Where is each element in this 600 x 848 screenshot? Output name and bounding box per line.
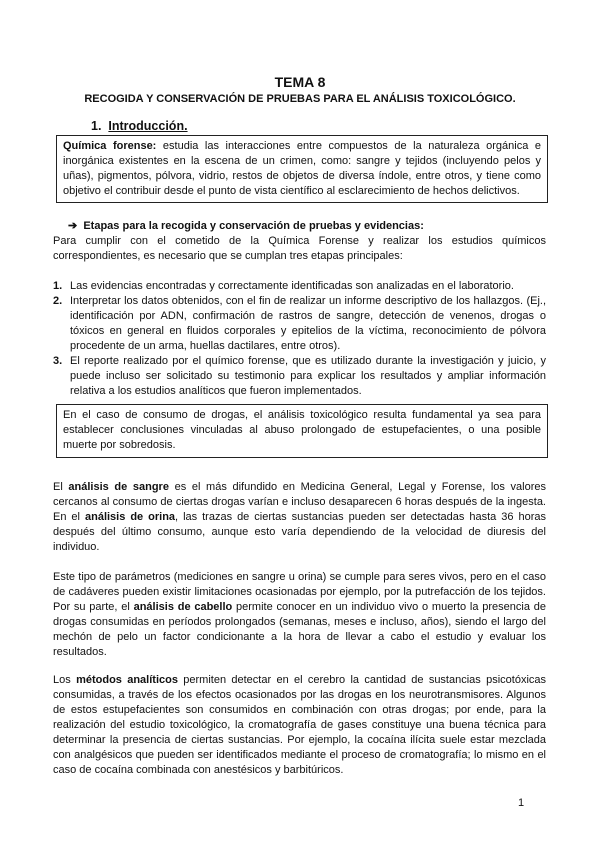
bold-term: métodos analíticos: [76, 674, 178, 686]
text: Este tipo de parámetros (mediciones en sangre u orina) se cumple para seres vivos, pero en el caso de cadáveres pueden existir limitaciones ocasionadas por ejemplo, por la putrefacción de los tejidos. Por su parte, el: [53, 571, 546, 613]
list-text: Las evidencias encontradas y correctamente identificadas son analizadas en el laboratorio.: [70, 280, 514, 292]
stages-heading-text: Etapas para la recogida y conservación de pruebas y evidencias:: [83, 220, 424, 232]
bold-term: análisis de cabello: [133, 601, 233, 613]
page-subtitle: RECOGIDA Y CONSERVACIÓN DE PRUEBAS PARA EL ANÁLISIS TOXICOLÓGICO.: [84, 93, 516, 105]
paragraph-hair-analysis: [53, 570, 546, 660]
section-heading-introduccion: [91, 119, 188, 133]
list-number: 3.: [53, 355, 63, 367]
text: El: [53, 481, 69, 493]
definition-text: estudia las interacciones entre compuestos de la naturaleza orgánica e inorgánica existentes en la escena de un crimen, como: sangre y tejidos (incluyendo pelos y uñas), pigmentos, pólvora, vidrio, restos de objetos de diversa índole, entre otros, y tiene como objetivo el contribuir desde el punto de vista científico al esclarecimiento de hechos delictivos.: [63, 140, 542, 197]
section-number: 1.: [91, 119, 102, 133]
text: permite conocer en un individuo vivo o muerto la presencia de drogas consumidas en períodos prolongados (semanas, meses e incluso, años), siendo el largo del mechón de pelo un factor condicionante a la hora de llevar a cabo el estudio y evaluar los resultados.: [53, 601, 546, 658]
list-text: Interpretar los datos obtenidos, con el fin de realizar un informe descriptivo de los hallazgos. (Ej., identificación por ADN, confirmación de rastros de sangre, detección de venenos, drogas o tóxicos en general en fluidos corporales y epitelios de la víctima, reconocimiento de pólvora procedente de un arma, huellas dactilares, entre otros).: [70, 295, 546, 352]
page-title: TEMA 8: [274, 74, 326, 90]
stages-heading: [68, 219, 424, 232]
text: , las trazas de ciertas sustancias pueden ser detectadas hasta 36 horas después del último consumo, aunque esto varía dependiendo de la velocidad de diuresis del individuo.: [53, 511, 546, 553]
list-item: [53, 279, 546, 294]
arrow-icon: ➔: [68, 220, 78, 232]
drug-consumption-box: En el caso de consumo de drogas, el análisis toxicológico resulta fundamental ya sea para establecer conclusiones vinculadas al abuso prolongado de estupefacientes, o una posible muerte por sobredosis.: [56, 404, 548, 458]
bold-term: análisis de orina: [84, 511, 176, 523]
definition-box: [56, 135, 548, 203]
definition-term: Química forense:: [63, 140, 157, 152]
stages-intro: Para cumplir con el cometido de la Química Forense y realizar los estudios químicos correspondientes, es necesario que se cumplan tres etapas principales:: [53, 235, 546, 262]
stages-list: [53, 279, 546, 399]
text: es el más difundido en Medicina General, Legal y Forense, los valores cercanos al consumo de ciertas drogas varían e incluso desaparecen 6 horas después de la ingesta. En el: [53, 481, 546, 523]
paragraph-blood-analysis: [53, 480, 546, 555]
list-number: 2.: [53, 295, 63, 307]
bold-term: análisis de sangre: [68, 481, 169, 493]
list-item: [53, 354, 546, 399]
text: Los: [53, 674, 77, 686]
section-label: Introducción.: [108, 119, 188, 133]
list-number: 1.: [53, 280, 63, 292]
text: permiten detectar en el cerebro la cantidad de sustancias psicotóxicas consumidas, a través de los efectos ocasionados por las drogas en los neurotransmisores. Algunos de estos estupefacientes son consumidos en combinación con otras drogas; por ende, para la realización del estudio toxicológico, la cromatografía de gases constituye una buena técnica para determinar la presencia de ciertas sustancias. Por ejemplo, la cocaína ilícita suele estar mezclada con analgésicos que pueden ser identificados mediante el proceso de cromatografía; lo mismo en el caso de cocaína combinada con anestésicos y barbitúricos.: [53, 674, 547, 776]
list-text: El reporte realizado por el químico forense, que es utilizado durante la investigación y juicio, y puede incluso ser solicitado su testimonio para explicar los resultados y ampliar información relativa a los estudios analíticos que fueron implementados.: [70, 355, 546, 397]
paragraph-analytical-methods: [53, 673, 546, 778]
page-number: 1: [518, 797, 525, 809]
list-item: [53, 294, 546, 354]
